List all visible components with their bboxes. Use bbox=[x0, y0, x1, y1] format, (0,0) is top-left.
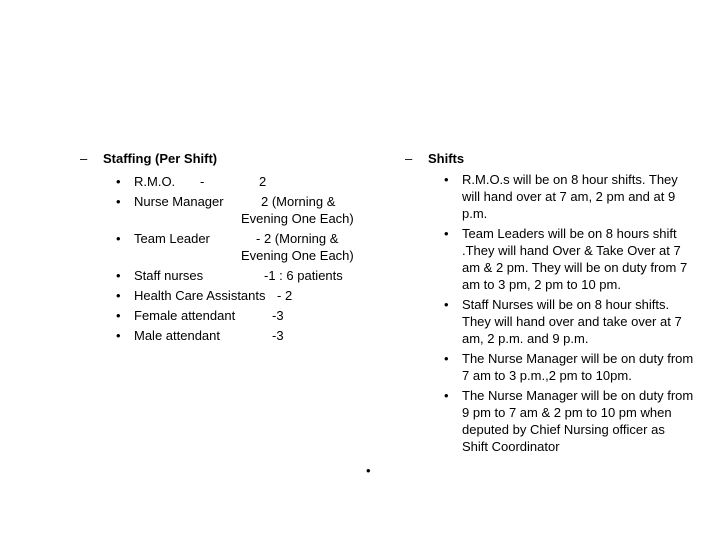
staff-count: - 2 bbox=[277, 288, 293, 303]
shifts-heading-text: Shifts bbox=[428, 151, 465, 166]
list-item bbox=[405, 171, 705, 222]
dash-marker: – bbox=[405, 151, 413, 166]
bullet-marker: • bbox=[444, 172, 449, 187]
list-item bbox=[405, 296, 705, 347]
staffing-list bbox=[80, 173, 380, 344]
bullet-marker: • bbox=[116, 268, 121, 283]
list-item bbox=[80, 327, 380, 344]
staff-separator: - bbox=[200, 174, 205, 189]
staff-role: Male attendant bbox=[134, 328, 221, 343]
shift-rule-text: The Nurse Manager will be on duty from 7 am to 3 p.m.,2 pm to 10pm. bbox=[462, 351, 694, 383]
staff-count: -3 bbox=[272, 308, 284, 323]
bullet-marker: • bbox=[116, 308, 121, 323]
list-item bbox=[80, 173, 380, 190]
staff-role: Team Leader bbox=[134, 231, 210, 246]
bullet-marker: • bbox=[116, 231, 121, 246]
shifts-section bbox=[405, 150, 705, 458]
bullet-marker: • bbox=[444, 351, 449, 366]
dash-marker: – bbox=[80, 151, 88, 166]
shifts-heading bbox=[405, 150, 705, 167]
shift-rule-text: Team Leaders will be on 8 hours shift .They will hand Over & Take Over at 7 am & 2 pm. They will be on duty from 7 am to 3 pm, 2 pm to 10 pm. bbox=[462, 226, 688, 292]
staff-role: Female attendant bbox=[134, 308, 236, 323]
bullet-marker: • bbox=[116, 328, 121, 343]
list-item bbox=[80, 193, 380, 227]
list-item bbox=[80, 230, 380, 264]
bullet-marker: • bbox=[116, 194, 121, 209]
staff-role: R.M.O. bbox=[134, 174, 176, 189]
list-item bbox=[80, 267, 380, 284]
shift-rule-text: R.M.O.s will be on 8 hour shifts. They will hand over at 7 am, 2 pm and at 9 p.m. bbox=[462, 172, 678, 221]
list-item bbox=[405, 387, 705, 455]
list-item bbox=[80, 287, 380, 304]
staff-count-continued: Evening One Each) bbox=[241, 248, 354, 263]
bullet-marker: • bbox=[444, 226, 449, 241]
shifts-list bbox=[405, 171, 705, 455]
staff-role: Staff nurses bbox=[134, 268, 204, 283]
staff-count: -3 bbox=[272, 328, 284, 343]
bullet-marker: • bbox=[444, 297, 449, 312]
empty-bullet-marker: • bbox=[366, 463, 371, 478]
staff-count: - 2 (Morning & bbox=[256, 231, 339, 246]
staffing-section bbox=[80, 150, 380, 347]
bullet-marker: • bbox=[116, 174, 121, 189]
shift-rule-text: The Nurse Manager will be on duty from 9 pm to 7 am & 2 pm to 10 pm when deputed by Chief Nursing officer as Shift Coordinator bbox=[462, 388, 694, 454]
shift-rule-text: Staff Nurses will be on 8 hour shifts. They will hand over and take over at 7 am, 2 p.m. and 9 p.m. bbox=[462, 297, 682, 346]
staff-count: -1 : 6 patients bbox=[264, 268, 343, 283]
list-item bbox=[80, 307, 380, 324]
staff-role: Health Care Assistants bbox=[134, 288, 266, 303]
staffing-heading-text: Staffing (Per Shift) bbox=[103, 151, 218, 166]
list-item bbox=[405, 225, 705, 293]
bullet-marker: • bbox=[444, 388, 449, 403]
staff-count: 2 (Morning & bbox=[261, 194, 336, 209]
staff-count-continued: Evening One Each) bbox=[241, 211, 354, 226]
staff-role: Nurse Manager bbox=[134, 194, 224, 209]
staffing-heading bbox=[80, 150, 380, 167]
list-item bbox=[405, 350, 705, 384]
bullet-marker: • bbox=[116, 288, 121, 303]
staff-count: 2 bbox=[259, 174, 267, 189]
